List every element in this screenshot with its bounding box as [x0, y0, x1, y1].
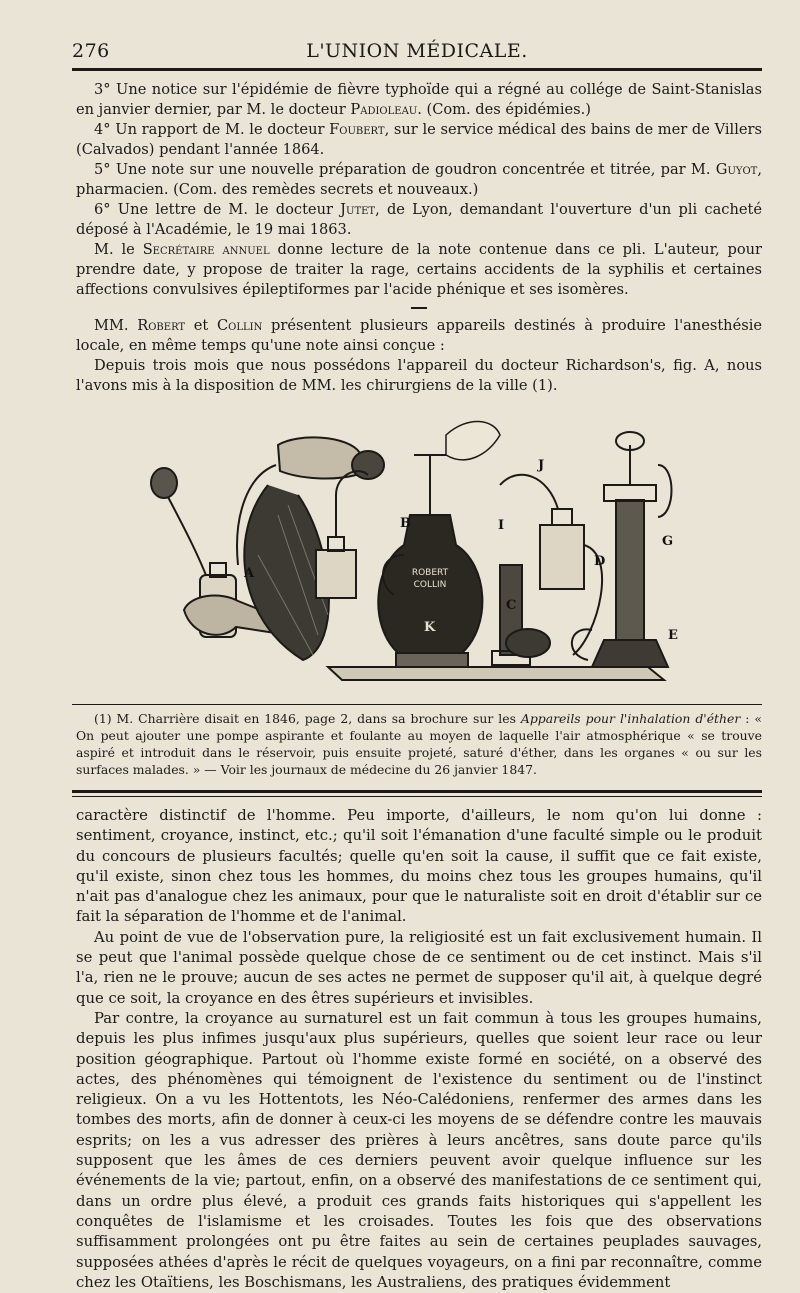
- list-item: 4° Un rapport de M. le docteur Foubert, sur le service médical des bains de mer de Villers (Calvados) pendant l'année 1864.: [76, 121, 762, 158]
- paragraph: Au point de vue de l'observation pure, la religiosité est un fait exclusivement humain. Il se peut que l'animal possède quelque chose de ce sentiment ou de cet instinct. Mais s'il l'a, rien ne le prouve; aucun de ses actes ne permet de supposer qu'il ait, à quelque degré que ce soit, la croyance en des êtres supérieurs et invisibles.: [76, 928, 762, 1007]
- footnote: [76, 710, 762, 778]
- header-rule: [72, 68, 762, 71]
- feuilleton-rule: [72, 790, 762, 793]
- figure-label: J: [538, 458, 545, 473]
- footnote-text: (1) M. Charrière disait en 1846, page 2, dans sa brochure sur les Appareils pour l'inhalation d'éther : « On peut ajouter une pompe aspirante et foulante au moyen de laquelle l'air atmosphérique « se trouve aspiré et introduit dans le réservoir, puis ensuite projeté, saturé d'éther, dans les organes « ou sur les surfaces malades. » — Voir les journaux de médecine du 26 janvier 1847.: [76, 711, 762, 777]
- feuilleton-text: [76, 806, 762, 1293]
- journal-title: L'UNION MÉDICALE.: [306, 40, 528, 62]
- flask-brand: ROBERT: [411, 568, 449, 578]
- quoted-note: Depuis trois mois que nous possédons l'appareil du docteur Richardson's, fig. A, nous l'avons mis à la disposition de MM. les chirurgiens de la ville (1).: [76, 356, 762, 394]
- figure-label: E: [668, 628, 678, 643]
- footnote-rule: [72, 704, 762, 705]
- list-item: 5° Une note sur une nouvelle préparation de goudron concentrée et titrée, par M. Guyot, pharmacien. (Com. des remèdes secrets et nouveaux.): [76, 161, 762, 198]
- figure-label: K: [424, 620, 436, 635]
- figure-label: G: [662, 534, 674, 549]
- figure-label: D: [594, 554, 606, 569]
- flask-brand: COLLIN: [413, 580, 447, 590]
- figure-label: A: [244, 566, 255, 581]
- engraving-svg: [128, 405, 688, 700]
- paragraph: caractère distinctif de l'homme. Peu importe, d'ailleurs, le nom qu'on lui donne : sentiment, croyance, instinct, etc.; qu'il soit l'émanation d'une faculté simple ou le produit du concours de plusieurs facultés; quelle qu'en soit la cause, il suffit que ce fait existe, qu'il existe, sinon chez tous les hommes, du moins chez tous les groupes humains, qu'il n'ait pas d'analogue chez les animaux, pour que le naturaliste soit en droit d'établir sur ce fait la séparation de l'homme et de l'animal.: [76, 807, 762, 926]
- presentation-paragraph: MM. Robert et Collin présentent plusieurs appareils destinés à produire l'anesthésie locale, en même temps qu'une note ainsi conçue :: [76, 316, 763, 354]
- secretary-paragraph: M. le Secrétaire annuel donne lecture de la note contenue dans ce pli. L'auteur, pour prendre date, y propose de traiter la rage, certains accidents de la syphilis et certaines affections convulsives épileptiformes par l'acide phénique et ses isomères.: [76, 241, 762, 298]
- paragraph: Par contre, la croyance au surnaturel est un fait commun à tous les groupes humains, depuis les plus infimes jusqu'aux plus supérieurs, quelles que soient leur race ou leur position géographique. Partout où l'homme existe formé en société, on a observé des actes, des phénomènes qui témoignent de l'existence du sentiment ou de l'instinct religieux. On a vu les Hottentots, les Néo-Calédoniens, renfermer des armes dans les tombes des morts, afin de donner à ceux-ci les moyens de se défendre contre les mauvais esprits; on les a vus adresser des prières à leurs ancêtres, sans doute parce qu'ils supposent que les âmes de ces derniers peuvent avoir quelque influence sur les événements de la vie; partout, enfin, on a observé des manifestations de ce sentiment qui, dans un ordre plus élevé, a produit ces grands faits historiques qui s'appellent les conquêtes de l'islamisme et les croisades. Toutes les fois que des observations suffisamment prolongées ont pu être faites au sein de certaines peuplades sauvages, supposées athées d'après le récit de quelques voyageurs, on a fini par reconnaître, comme chez les Otaïtiens, les Boschismans, les Australiens, des pratiques évidemment: [76, 1009, 762, 1291]
- apparatus-engraving: [128, 405, 688, 700]
- academy-proceedings: [76, 80, 762, 396]
- figure-label: B: [400, 516, 411, 531]
- figure-label: C: [506, 598, 517, 613]
- page-number: 276: [72, 40, 110, 62]
- list-item: 3° Une notice sur l'épidémie de fièvre typhoïde qui a régné au collége de Saint-Stanislas en janvier dernier, par M. le docteur Padioleau. (Com. des épidémies.): [76, 81, 762, 118]
- list-item: 6° Une lettre de M. le docteur Jutet, de Lyon, demandant l'ouverture d'un pli cacheté déposé à l'Académie, le 19 mai 1863.: [76, 201, 763, 238]
- feuilleton-rule-thin: [72, 796, 762, 797]
- figure-label: I: [498, 518, 505, 533]
- running-header: [72, 36, 762, 66]
- section-separator: [411, 307, 427, 309]
